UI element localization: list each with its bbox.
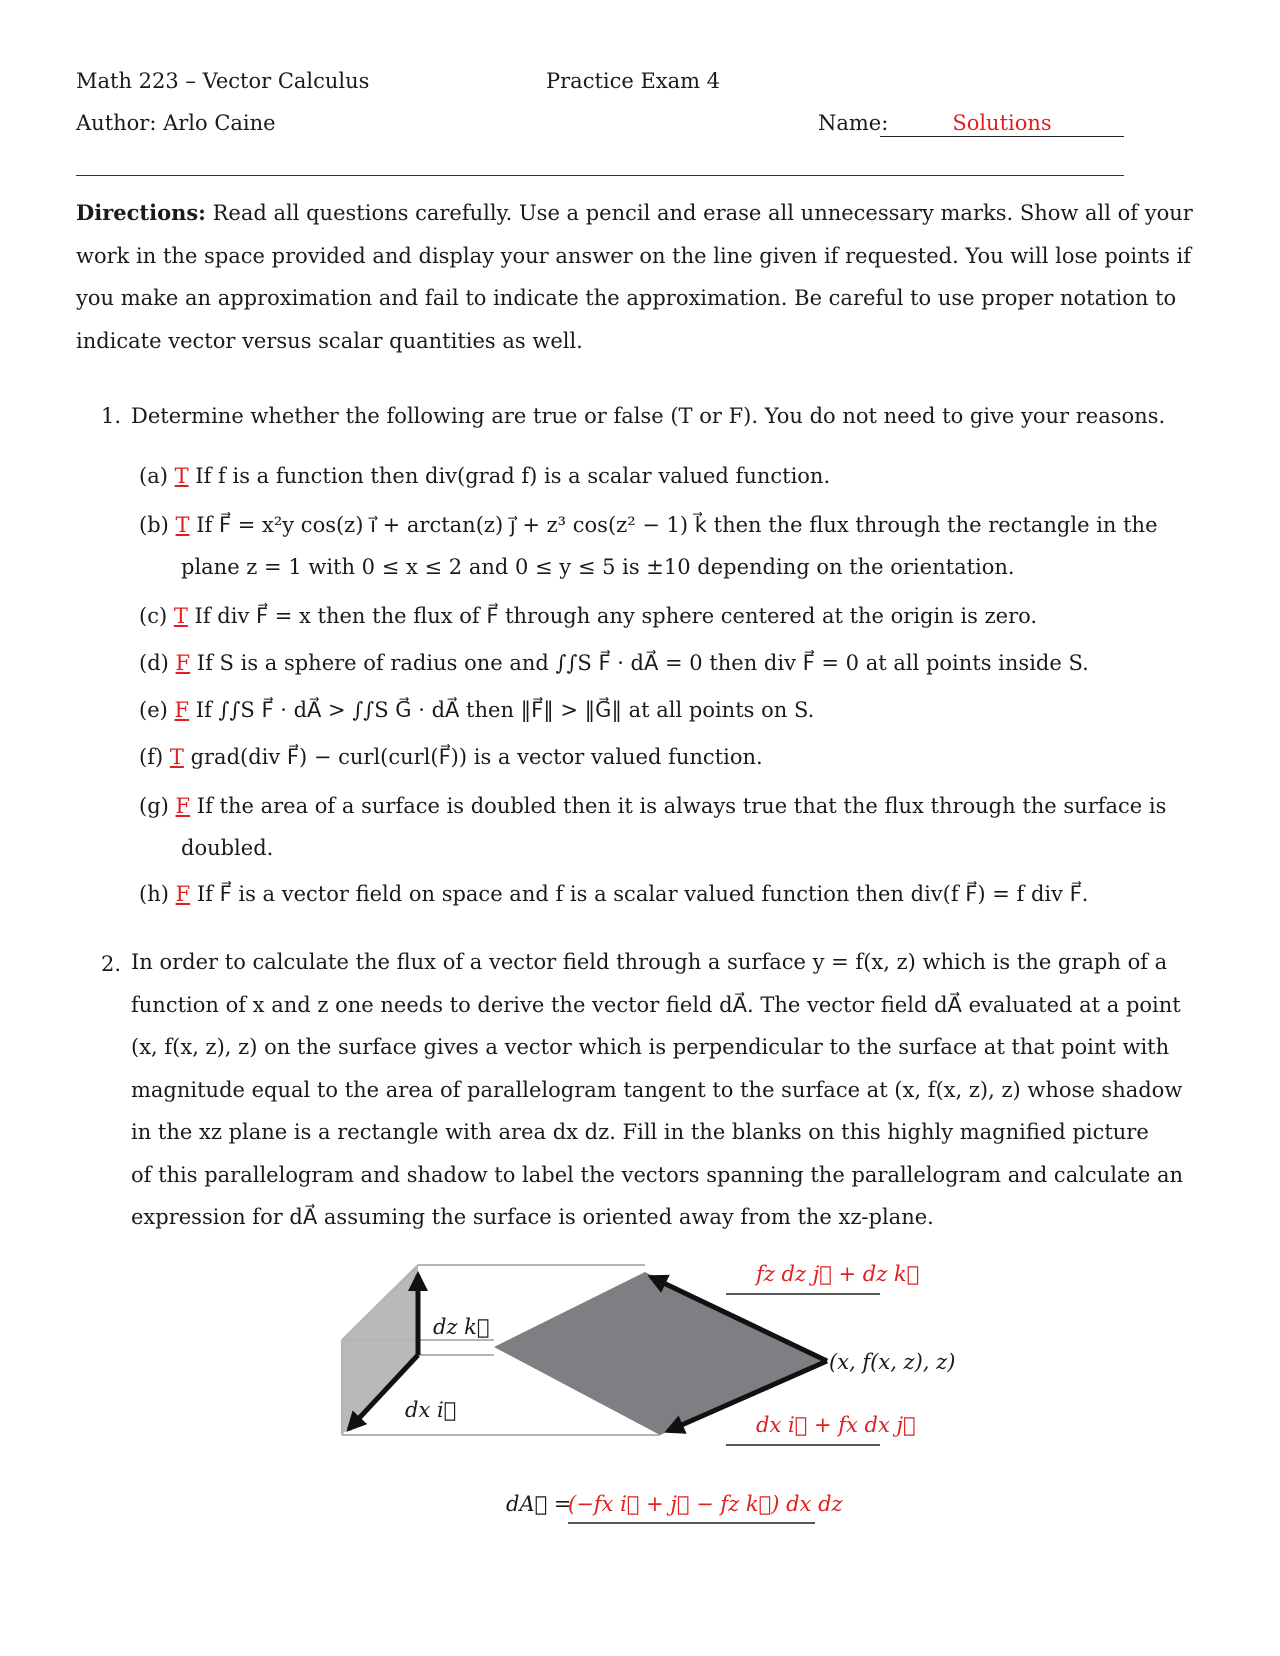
directions-line-3: you make an approximation and fail to indicate the approximation. Be careful to use proper notation to [76, 286, 1177, 310]
q2-line-1: In order to calculate the flux of a vector field through a surface y = f(x, z) which is the graph of a [131, 950, 1168, 974]
author-line: Author: Arlo Caine [76, 111, 276, 135]
item-label: (h) [139, 882, 169, 906]
item-text: If ∫∫S F⃗ · dA⃗ > ∫∫S G⃗ · dA⃗ then ‖F⃗‖ > ‖G⃗‖ at all points on S. [195, 698, 815, 722]
q2-line-5: in the xz plane is a rectangle with area dx dz. Fill in the blanks on this highly magnified picture [131, 1120, 1149, 1144]
q2-line-4: magnitude equal to the area of parallelogram tangent to the surface at (x, f(x, z), z) whose shadow [131, 1077, 1183, 1102]
item-label: (c) [139, 604, 168, 628]
q2-line-7: expression for dA⃗ assuming the surface is oriented away from the xz-plane. [131, 1205, 934, 1229]
q2-number: 2. [101, 952, 122, 976]
point-label: (x, f(x, z), z) [829, 1350, 956, 1374]
item-label: (e) [139, 698, 168, 722]
directions-line-1: Read all questions carefully. Use a pencil and erase all unnecessary marks. Show all of your [205, 201, 1193, 225]
item-text-continued: doubled. [181, 836, 274, 860]
directions-label: Directions: [76, 200, 206, 225]
answer-blank: F [175, 794, 191, 818]
course-title: Math 223 – Vector Calculus [76, 69, 370, 93]
tangent-parallelogram [494, 1272, 827, 1435]
dA-answer: (−fx i⃗ + j⃗ − fz k⃗) dx dz [568, 1492, 843, 1516]
name-value: Solutions [952, 111, 1052, 135]
q1-number: 1. [101, 404, 122, 428]
dA-label: dA⃗ = [506, 1492, 572, 1516]
q2-line-3: (x, f(x, z), z) on the surface gives a vector which is perpendicular to the surface at that point with [131, 1035, 1170, 1059]
answer-bottom: dx i⃗ + fx dx j⃗ [756, 1413, 916, 1437]
answer-blank: T [169, 745, 184, 769]
answer-top: fz dz j⃗ + dz k⃗ [756, 1262, 920, 1286]
name-label: Name: [818, 111, 889, 135]
item-text: grad(div F⃗) − curl(curl(F⃗)) is a vector valued function. [190, 745, 763, 769]
directions-line-4: indicate vector versus scalar quantities as well. [76, 328, 583, 353]
item-text-continued: plane z = 1 with 0 ≤ x ≤ 2 and 0 ≤ y ≤ 5 is ±10 depending on the orientation. [181, 555, 1015, 579]
item-label: (b) [139, 513, 169, 537]
q2-line-2: function of x and z one needs to derive the vector field dA⃗. The vector field dA⃗ evaluated at a point [131, 992, 1181, 1017]
item-label: (g) [139, 794, 169, 818]
item-label: (f) [139, 745, 164, 769]
q2-line-6: of this parallelogram and shadow to label the vectors spanning the parallelogram and calculate an [131, 1162, 1184, 1187]
item-text: If f is a function then div(grad f) is a scalar valued function. [195, 464, 831, 488]
answer-blank: T [174, 464, 189, 488]
answer-blank: T [175, 513, 190, 537]
answer-blank: F [174, 698, 190, 722]
label-dxi: dx i⃗ [405, 1398, 457, 1422]
directions-line-2: work in the space provided and display your answer on the line given if requested. You will lose points if [76, 243, 1192, 268]
item-label: (d) [139, 651, 169, 675]
answer-blank: F [175, 882, 191, 906]
answer-blank: F [175, 651, 191, 675]
item-text: If div F⃗ = x then the flux of F⃗ through any sphere centered at the origin is zero. [194, 604, 1038, 628]
item-text: If F⃗ = x²y cos(z) i⃗ + arctan(z) j⃗ + z³ cos(z² − 1) k⃗ then the flux through the rectangle in the [196, 513, 1158, 537]
answer-blank: T [173, 604, 188, 628]
item-text: If S is a sphere of radius one and ∫∫S F⃗ · dA⃗ = 0 then div F⃗ = 0 at all points inside S. [196, 651, 1089, 675]
item-label: (a) [139, 464, 168, 488]
q1-prompt: Determine whether the following are true or false (T or F). You do not need to give your reasons. [131, 404, 1166, 428]
exam-title: Practice Exam 4 [546, 69, 721, 93]
item-text: If F⃗ is a vector field on space and f is a scalar valued function then div(f F⃗) = f div F⃗. [196, 882, 1089, 906]
item-text: If the area of a surface is doubled then it is always true that the flux through the surface is [196, 794, 1167, 818]
label-dzk: dz k⃗ [433, 1315, 490, 1339]
